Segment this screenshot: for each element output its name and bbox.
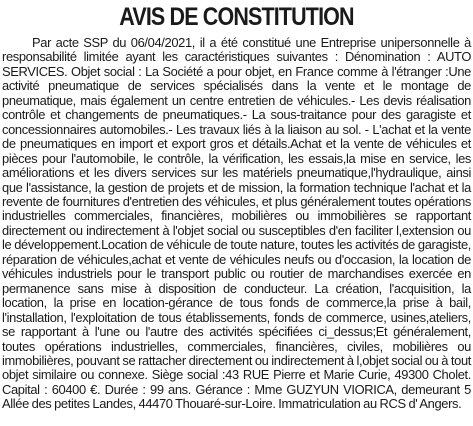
notice-title: AVIS DE CONSTITUTION xyxy=(119,3,354,31)
notice-body: Par acte SSP du 06/04/2021, il a été constitué une Entreprise unipersonnelle à responsabilité limitée ayant les caractéristiques suivantes : Dénomination : AUTO SERVICES. Objet social : La Société a pour objet, en France comme à l'étranger :Une activité pneumatique de services spécialisés dans la vente et le montage de pneumatique, mais également un centre entretien de véhicules.- Les devis réalisation contrôle et changements de pneumatiques.- La sous-traitance pour des garagiste et concessionnaires automobiles.- Les travaux liés à la liaison au sol. - L'achat et la vente de pneumatiques en import et export gros et détails.Achat et la vente de véhicules et pièces pour l'automobile, le contrôle, la vérification, les essais,la mise en service, les améliorations et les divers services sur les matériels pneumatique,l'hydraulique, ainsi que l'assistance, la gestion de projets et de mission, la formation technique l'achat et la revente de fournitures d'entretien des véhicules, et plus généralement toutes opérations industrielles commerciales, financières, mobilières ou immobilières se rapportant directement ou indirectement à l'objet social ou susceptibles d'en faciliter l,extension ou le développement.Location de véhicule de toute nature, toutes les activités de garagiste, réparation de véhicules,achat et vente de véhicules neufs ou d'occasion, la location de véhicules industriels pour le transport public ou routier de marchandises exercée en permanence sans mise à disposition de conducteur. La création, l'acquisition, la location, la prise en location-gérance de tous fonds de commerce,la prise à bail, l'installation, l'exploitation de tous établissements, fonds de commerce, usines,ateliers, se rapportant à l'une ou l'autre des activités spécifiées ci_dessus;Et généralement, toutes opérations industrielles, commerciales, financières, civiles, mobilières ou immobilières, pouvant se rattacher directement ou indirectement à l,objet social ou à tout objet similaire ou connexe. Siège social :43 RUE Pierre et Marie Curie, 49300 Cholet. Capital : 60400 €. Durée : 99 ans. Gérance : Mme GUZYUN VIORICA, demeurant 5 Allée des petites Landes, 44470 Thouaré-sur-Loire. Immatriculation au RCS d' Angers. xyxy=(2,35,471,412)
legal-notice xyxy=(2,0,471,426)
